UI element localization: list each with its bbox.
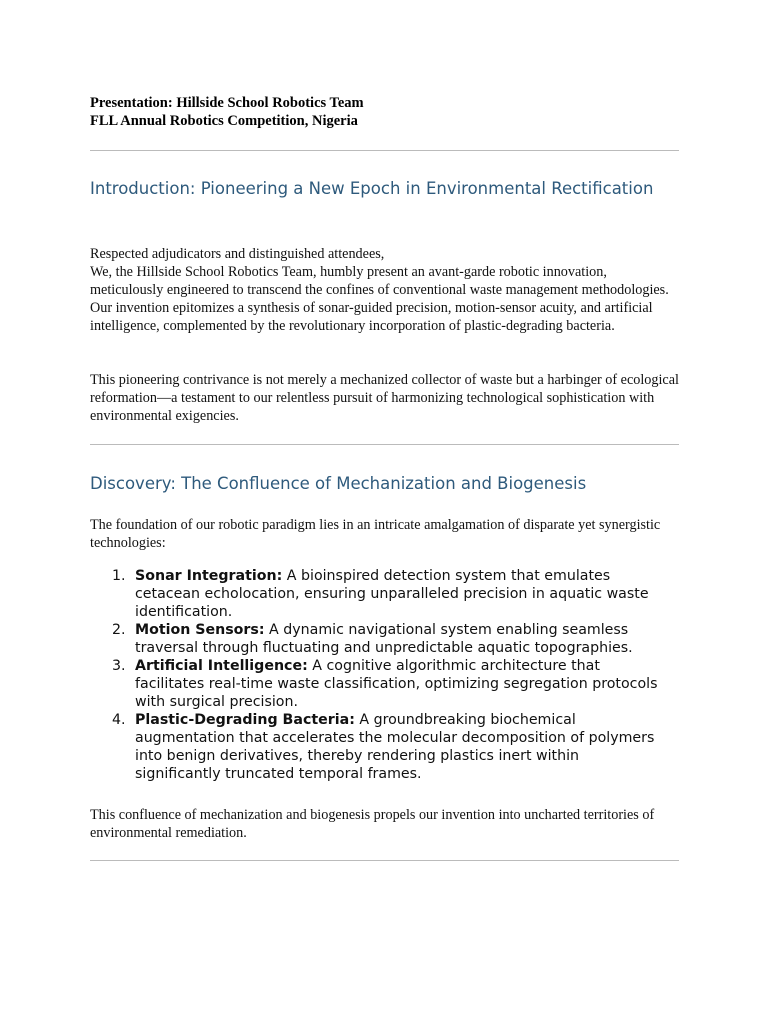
list-text: A cognitive algorithmic architecture that facilitates real-time waste classification, optimizing segregation protocols with surgical precision. [135,658,658,710]
divider [90,860,679,861]
list-text: A bioinspired detection system that emulates cetacean echolocation, ensuring unparalleled precision in aquatic waste identification. [135,568,649,620]
divider [90,150,679,151]
list-number: 1. [112,568,126,584]
discovery-intro: The foundation of our robotic paradigm lies in an intricate amalgamation of disparate yet synergistic technologies: [90,517,661,551]
list-term: Motion Sensors: [135,622,265,638]
introduction-paragraph: This pioneering contrivance is not merely a mechanized collector of waste but a harbinger of ecological reformation—a testament to our relentless pursuit of harmonizing technological sophistication with environmental exigencies. [90,372,679,424]
greeting: Respected adjudicators and distinguished attendees, [90,246,385,262]
list-item [90,711,665,783]
list-number: 3. [112,658,126,674]
discovery-heading: Discovery: The Confluence of Mechanization and Biogenesis [90,474,587,493]
list-item [90,567,665,621]
list-item [90,621,665,657]
technology-list [90,567,679,783]
list-number: 2. [112,622,126,638]
list-text: A dynamic navigational system enabling seamless traversal through fluctuating and unpredictable aquatic topographies. [135,622,633,656]
list-text: A groundbreaking biochemical augmentation that accelerates the molecular decomposition of polymers into benign derivatives, thereby rendering plastics inert within significantly truncated temporal frames. [135,712,655,782]
introduction-text [90,245,679,335]
list-number: 4. [112,712,126,728]
list-term: Plastic-Degrading Bacteria: [135,712,355,728]
presentation-header [90,94,679,130]
divider [90,444,679,445]
header-subtitle: FLL Annual Robotics Competition, Nigeria [90,113,358,129]
list-item [90,657,665,711]
introduction-heading: Introduction: Pioneering a New Epoch in Environmental Rectification [90,179,654,198]
header-title: Presentation: Hillside School Robotics Team [90,95,364,111]
list-term: Sonar Integration: [135,568,283,584]
discovery-conclusion: This confluence of mechanization and biogenesis propels our invention into uncharted territories of environmental remediation. [90,807,655,841]
list-term: Artificial Intelligence: [135,658,308,674]
introduction-paragraph: We, the Hillside School Robotics Team, humbly present an avant-garde robotic innovation, meticulously engineered to transcend the confines of conventional waste management methodologies. Our invention epitomizes a synthesis of sonar-guided precision, motion-sensor acuity, and artificial intelligence, complemented by the revolutionary incorporation of plastic-degrading bacteria. [90,264,669,334]
